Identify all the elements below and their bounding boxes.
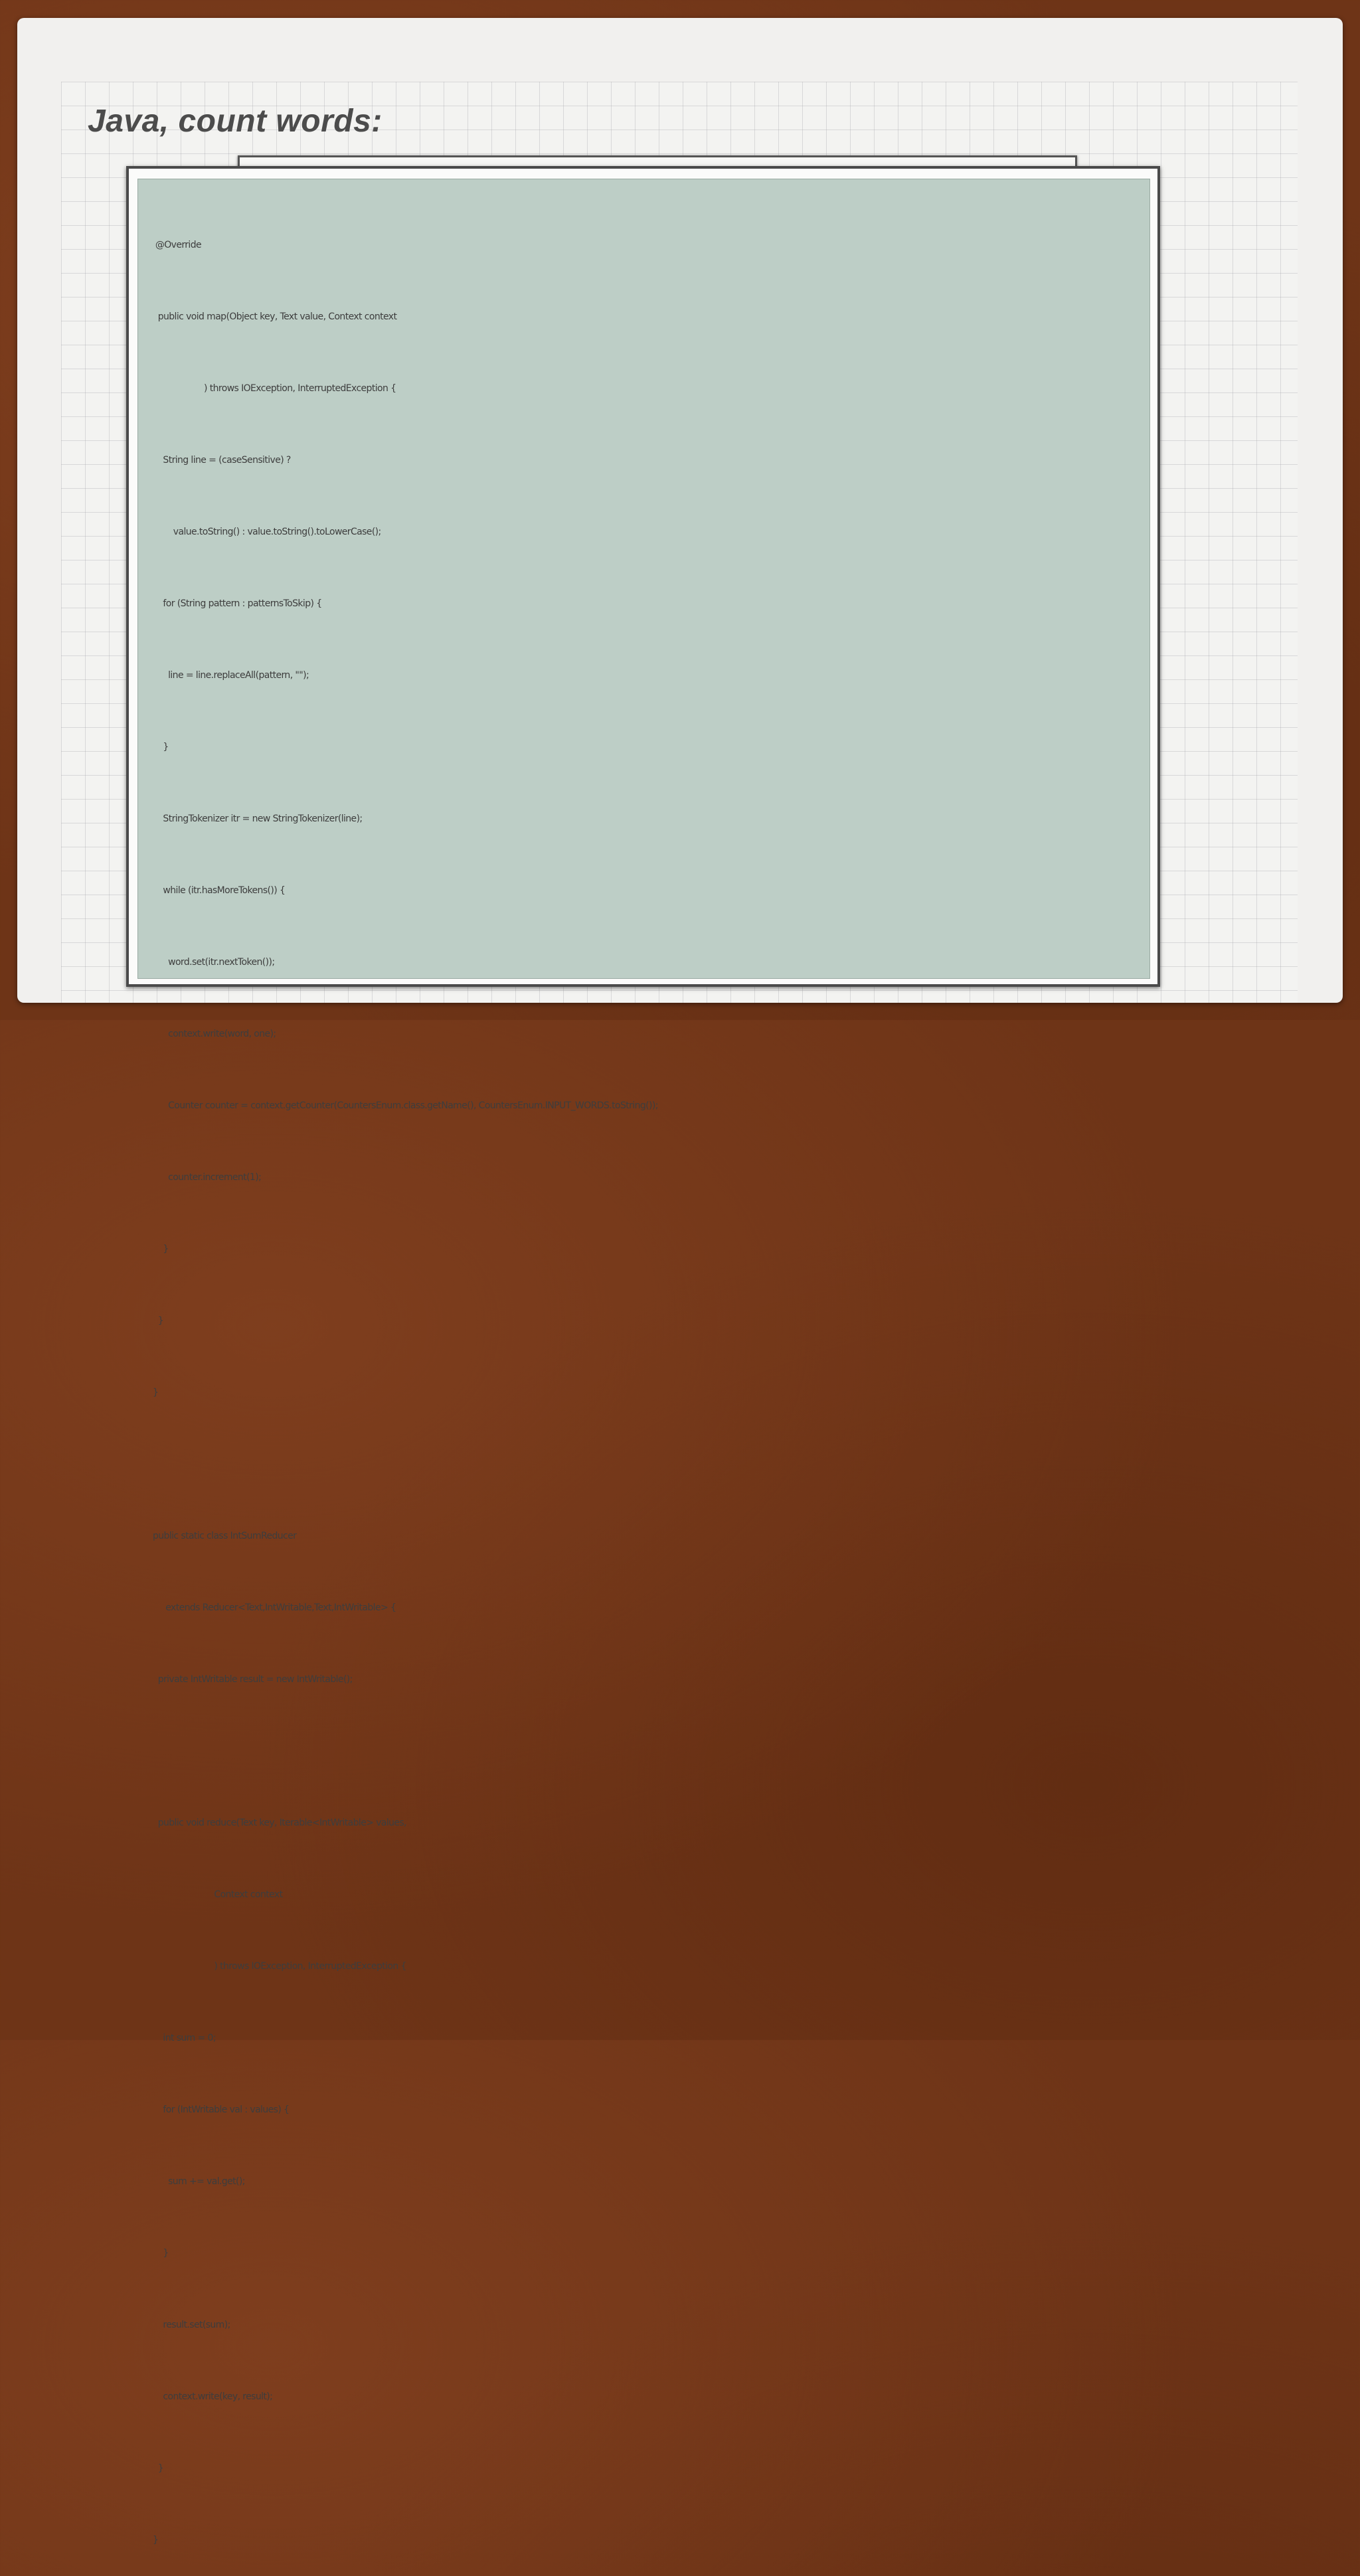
code-line: for (IntWritable val : values) {	[153, 2104, 290, 2115]
code-line: public void reduce(Text key, Iterable<IntWritable> values,	[153, 1818, 406, 1828]
code-line: public void map(Object key, Text value, Context context	[153, 311, 397, 322]
code-line: private IntWritable result = new IntWritable();	[153, 1674, 353, 1685]
code-line: context.write(key, result);	[153, 2391, 273, 2402]
code-line: }	[153, 2248, 169, 2259]
code-line: extends Reducer<Text,IntWritable,Text,IntWritable> {	[153, 1602, 396, 1613]
code-line: ) throws IOException, InterruptedException {	[153, 1961, 406, 1972]
code-line: StringTokenizer itr = new StringTokenizer(line);	[153, 814, 363, 824]
code-line: sum += val.get();	[153, 2176, 245, 2187]
code-line: }	[153, 2463, 164, 2474]
slide-title: Java, count words:	[88, 104, 382, 139]
code-line: context.write(word, one);	[153, 1029, 276, 1039]
code-line: @Override	[153, 240, 202, 250]
code-line: while (itr.hasMoreTokens()) {	[153, 885, 286, 896]
code-line: ) throws IOException, InterruptedException {	[153, 383, 396, 394]
code-line: Context context	[153, 1889, 283, 1900]
code-line: result.set(sum);	[153, 2320, 230, 2330]
code-line: line = line.replaceAll(pattern, "");	[153, 670, 309, 681]
code-line: for (String pattern : patternsToSkip) {	[153, 598, 322, 609]
code-line: }	[153, 1244, 169, 1254]
code-line: word.set(itr.nextToken());	[153, 957, 275, 968]
code-line	[153, 1452, 1149, 1476]
code-line: int sum = 0;	[153, 2033, 216, 2043]
code-line: String line = (caseSensitive) ?	[153, 455, 291, 466]
code-line: }	[153, 1316, 164, 1326]
code-line: }	[153, 742, 169, 752]
code-line: value.toString() : value.toString().toLowerCase();	[153, 527, 381, 537]
code-line: counter.increment(1);	[153, 1172, 262, 1183]
code-line: public static class IntSumReducer	[153, 1531, 297, 1541]
code-block	[137, 179, 1150, 2545]
code-line	[153, 1739, 1149, 1763]
code-line: Counter counter = context.getCounter(CountersEnum.class.getName(), CountersEnum.INPUT_WORDS.toString());	[153, 1100, 658, 1111]
code-line: }	[153, 2535, 159, 2545]
code-line: }	[153, 1387, 159, 1398]
